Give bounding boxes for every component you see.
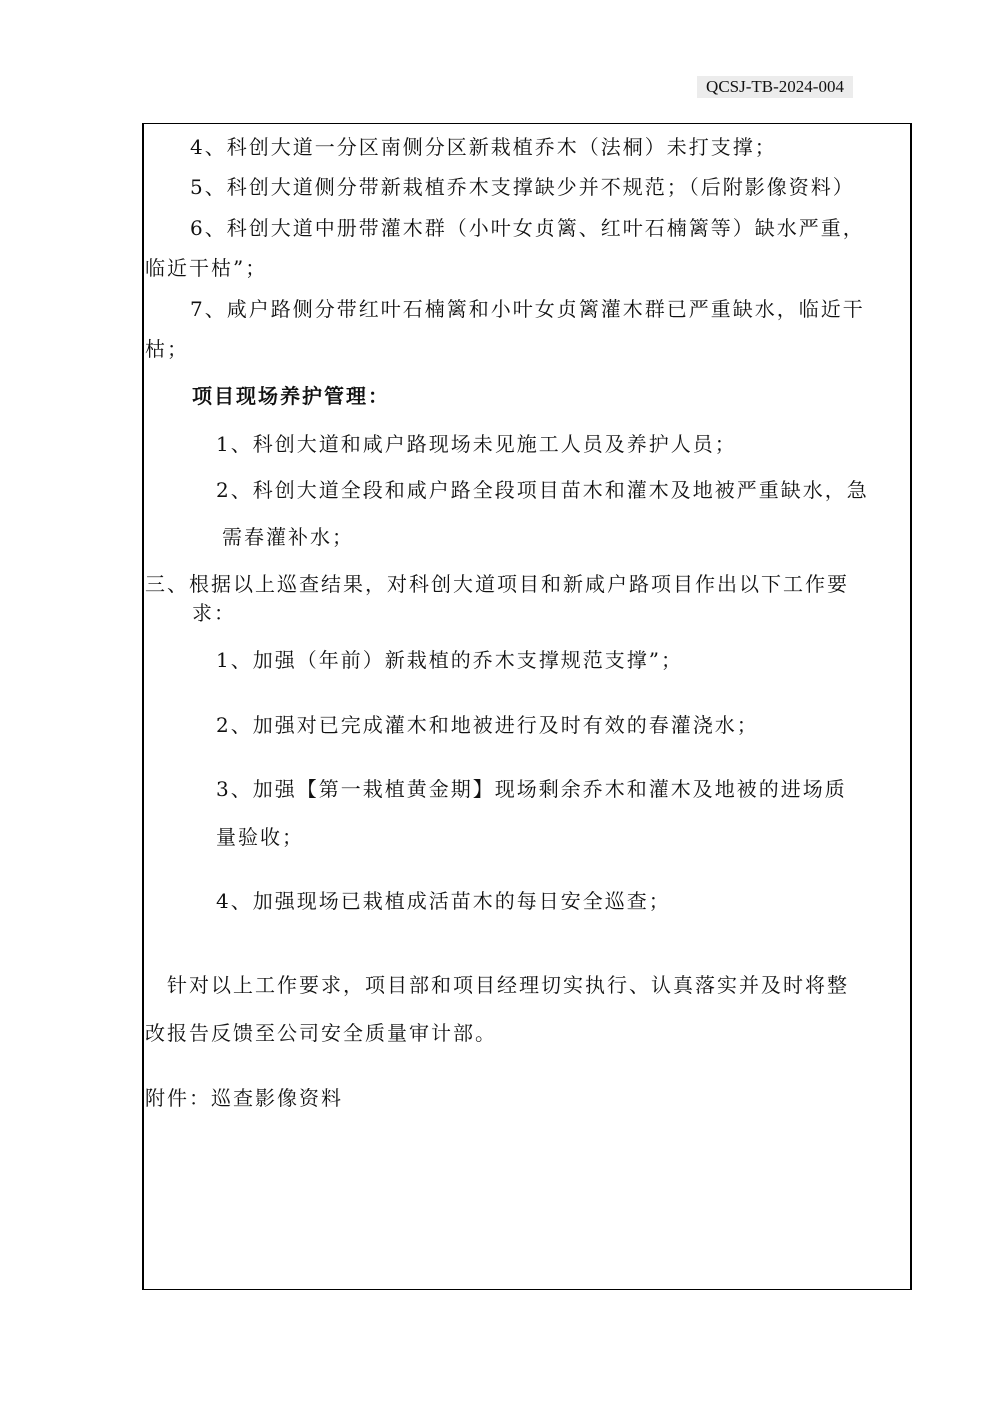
requirement-2: 2、加强对已完成灌木和地被进行及时有效的春灌浇水；: [216, 713, 759, 737]
issue-7: 7、咸户路侧分带红叶石楠篱和小叶女贞篱灌木群已严重缺水，临近干: [190, 297, 865, 321]
maintenance-item-2: 2、科创大道全段和咸户路全段项目苗木和灌木及地被严重缺水，急: [216, 478, 869, 502]
issue-4: 4、科创大道一分区南侧分区新栽植乔木（法桐）未打支撑；: [190, 135, 777, 159]
requirement-3: 3、加强【第一栽植黄金期】现场剩余乔木和灌木及地被的进场质: [216, 777, 847, 801]
maintenance-item-2-continued: 需春灌补水；: [222, 525, 354, 549]
attachment-note: 附件：巡查影像资料: [145, 1086, 343, 1110]
section3-intro-continued: 求：: [192, 601, 236, 625]
requirement-1: 1、加强（年前）新栽植的乔木支撑规范支撑”；: [216, 648, 683, 672]
closing-text-continued: 改报告反馈至公司安全质量审计部。: [145, 1021, 497, 1045]
issue-6: 6、科创大道中册带灌木群（小叶女贞篱、红叶石楠篱等）缺水严重，: [190, 216, 865, 240]
closing-text: 针对以上工作要求，项目部和项目经理切实执行、认真落实并及时将整: [167, 973, 849, 997]
document-code: QCSJ-TB-2024-004: [697, 76, 853, 98]
issue-7-continued: 枯；: [145, 337, 189, 361]
issue-5: 5、科创大道侧分带新栽植乔木支撑缺少并不规范；（后附影像资料）: [190, 175, 855, 199]
issue-6-continued: 临近干枯”；: [145, 256, 268, 280]
maintenance-heading: 项目现场养护管理：: [192, 384, 390, 408]
requirement-3-continued: 量验收；: [216, 825, 304, 849]
section3-intro: 三、根据以上巡查结果，对科创大道项目和新咸户路项目作出以下工作要: [145, 572, 849, 596]
maintenance-item-1: 1、科创大道和咸户路现场未见施工人员及养护人员；: [216, 432, 737, 456]
requirement-4: 4、加强现场已栽植成活苗木的每日安全巡查；: [216, 889, 671, 913]
